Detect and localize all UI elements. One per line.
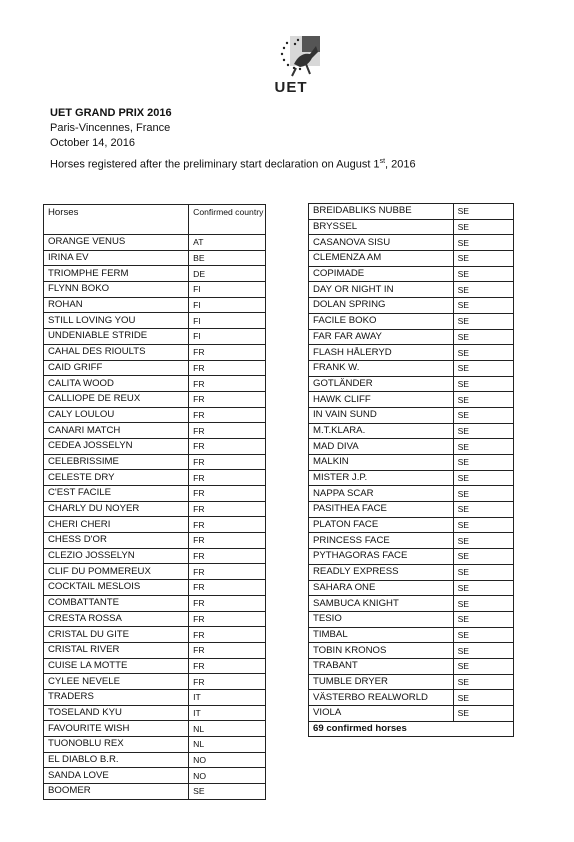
horse-country: SE: [453, 298, 513, 314]
horse-name: CELEBRISSIME: [44, 454, 189, 470]
table-row: [44, 407, 266, 423]
table-row: [309, 345, 514, 361]
horse-name: TUMBLE DRYER: [309, 674, 454, 690]
table-row: [44, 282, 266, 298]
table-row: [44, 517, 266, 533]
horse-name: CELESTE DRY: [44, 470, 189, 486]
table-row: [309, 204, 514, 220]
table-row: [44, 548, 266, 564]
table-row: [44, 235, 266, 251]
horse-name: TOBIN KRONOS: [309, 643, 454, 659]
horse-country: FR: [189, 674, 266, 690]
horse-name: BRYSSEL: [309, 219, 454, 235]
horse-country: FR: [189, 517, 266, 533]
horse-name: SAMBUCA KNIGHT: [309, 596, 454, 612]
table-row: [44, 250, 266, 266]
horse-name: CALY LOULOU: [44, 407, 189, 423]
table-row: [44, 768, 266, 784]
horse-country: FR: [189, 533, 266, 549]
table-row: [309, 549, 514, 565]
horse-name: TRADERS: [44, 689, 189, 705]
horses-table-left: [43, 204, 266, 800]
horse-name: MAD DIVA: [309, 439, 454, 455]
table-row: [309, 282, 514, 298]
horse-country: SE: [453, 517, 513, 533]
horse-name: FLYNN BOKO: [44, 282, 189, 298]
horse-name: CEDEA JOSSELYN: [44, 438, 189, 454]
table-row: [44, 533, 266, 549]
horse-name: SANDA LOVE: [44, 768, 189, 784]
horse-name: CRISTAL DU GITE: [44, 627, 189, 643]
horse-name: CALITA WOOD: [44, 376, 189, 392]
document-header: [50, 106, 172, 151]
table-row: [309, 235, 514, 251]
table-row: [44, 454, 266, 470]
horse-name: CHESS D'OR: [44, 533, 189, 549]
table-row: [44, 784, 266, 800]
horse-name: MISTER J.P.: [309, 470, 454, 486]
table-row: [309, 564, 514, 580]
horse-country: SE: [453, 219, 513, 235]
horse-country: SE: [453, 627, 513, 643]
horse-country: FI: [189, 329, 266, 345]
table-row: [44, 501, 266, 517]
horse-country: FR: [189, 642, 266, 658]
table-row: [44, 297, 266, 313]
horse-country: SE: [453, 486, 513, 502]
horse-name: CANARI MATCH: [44, 423, 189, 439]
table-row: [44, 313, 266, 329]
horse-country: SE: [453, 643, 513, 659]
horse-name: GOTLÄNDER: [309, 376, 454, 392]
header-confirmed-country: Confirmed country: [189, 205, 266, 235]
table-row: [44, 564, 266, 580]
table-row: [309, 627, 514, 643]
horse-name: CHARLY DU NOYER: [44, 501, 189, 517]
table-row: [309, 455, 514, 471]
horse-name: BOOMER: [44, 784, 189, 800]
table-row: [309, 407, 514, 423]
horse-country: FR: [189, 407, 266, 423]
header-horses: Horses: [44, 205, 189, 235]
horse-country: FR: [189, 627, 266, 643]
horse-country: SE: [453, 533, 513, 549]
horse-country: SE: [453, 329, 513, 345]
event-title: UET GRAND PRIX 2016: [50, 107, 172, 119]
table-row: [309, 517, 514, 533]
table-row: [309, 706, 514, 722]
horse-country: FR: [189, 501, 266, 517]
table-row: [44, 470, 266, 486]
document-subtitle: [50, 158, 416, 171]
table-row: [44, 580, 266, 596]
table-row: [309, 674, 514, 690]
horse-name: TIMBAL: [309, 627, 454, 643]
horse-country: SE: [453, 204, 513, 220]
table-row: [44, 721, 266, 737]
table-row: [309, 298, 514, 314]
table-row: [44, 360, 266, 376]
horse-name: CLEZIO JOSSELYN: [44, 548, 189, 564]
horse-country: SE: [453, 502, 513, 518]
horse-country: FR: [189, 658, 266, 674]
horse-country: SE: [453, 266, 513, 282]
table-row: [44, 423, 266, 439]
horse-name: ROHAN: [44, 297, 189, 313]
horse-country: SE: [453, 376, 513, 392]
table-row: [44, 658, 266, 674]
horse-name: STILL LOVING YOU: [44, 313, 189, 329]
horse-country: IT: [189, 689, 266, 705]
horse-name: CUISE LA MOTTE: [44, 658, 189, 674]
horse-name: COCKTAIL MESLOIS: [44, 580, 189, 596]
horse-country: SE: [453, 470, 513, 486]
subtitle-ordinal: st: [379, 158, 386, 165]
horse-name: TRABANT: [309, 658, 454, 674]
horse-country: SE: [453, 564, 513, 580]
table-row: [309, 251, 514, 267]
horse-country: SE: [453, 282, 513, 298]
horse-country: NO: [189, 768, 266, 784]
horse-name: FRANK W.: [309, 360, 454, 376]
horse-name: COPIMADE: [309, 266, 454, 282]
horse-country: FI: [189, 313, 266, 329]
table-row: [309, 533, 514, 549]
horse-name: DAY OR NIGHT IN: [309, 282, 454, 298]
horse-name: CHERI CHERI: [44, 517, 189, 533]
horse-name: CAHAL DES RIOULTS: [44, 344, 189, 360]
table-row: [44, 737, 266, 753]
horse-name: FLASH HÅLERYD: [309, 345, 454, 361]
horse-name: C'EST FACILE: [44, 486, 189, 502]
horse-country: SE: [453, 423, 513, 439]
table-row: [44, 376, 266, 392]
horse-country: FR: [189, 438, 266, 454]
table-row: [309, 502, 514, 518]
table-row: [44, 689, 266, 705]
table-row: [309, 392, 514, 408]
horse-name: ORANGE VENUS: [44, 235, 189, 251]
horse-country: SE: [453, 345, 513, 361]
horse-country: NL: [189, 737, 266, 753]
horse-country: SE: [453, 407, 513, 423]
table-row: [309, 580, 514, 596]
table-row: [309, 313, 514, 329]
table-row: [309, 611, 514, 627]
table-row: [309, 596, 514, 612]
horse-name: HAWK CLIFF: [309, 392, 454, 408]
table-row: [309, 690, 514, 706]
horse-name: MALKIN: [309, 455, 454, 471]
horse-name: PRINCESS FACE: [309, 533, 454, 549]
table-row: [309, 470, 514, 486]
horse-country: FR: [189, 344, 266, 360]
horse-country: SE: [453, 360, 513, 376]
table-row: [309, 329, 514, 345]
table-row: [309, 360, 514, 376]
table-row: [309, 266, 514, 282]
horse-country: FR: [189, 470, 266, 486]
horse-name: CLIF DU POMMEREUX: [44, 564, 189, 580]
horse-name: PASITHEA FACE: [309, 502, 454, 518]
horse-country: SE: [453, 611, 513, 627]
horse-name: TUONOBLU REX: [44, 737, 189, 753]
horse-name: M.T.KLARA.: [309, 423, 454, 439]
horse-country: NO: [189, 752, 266, 768]
horse-name: TRIOMPHE FERM: [44, 266, 189, 282]
horse-country: SE: [453, 690, 513, 706]
table-row: [44, 642, 266, 658]
event-location: Paris-Vincennes, France: [50, 122, 171, 134]
horse-name: UNDENIABLE STRIDE: [44, 329, 189, 345]
table-row: [44, 391, 266, 407]
horse-country: FR: [189, 580, 266, 596]
horse-name: TOSELAND KYU: [44, 705, 189, 721]
horses-table-right: [308, 203, 514, 737]
table-row: [309, 486, 514, 502]
horse-country: FI: [189, 297, 266, 313]
horse-country: SE: [453, 674, 513, 690]
horse-name: CLEMENZA AM: [309, 251, 454, 267]
horse-name: CYLEE NEVELE: [44, 674, 189, 690]
horse-name: READLY EXPRESS: [309, 564, 454, 580]
horse-name: FACILE BOKO: [309, 313, 454, 329]
horse-country: BE: [189, 250, 266, 266]
horse-name: FAVOURITE WISH: [44, 721, 189, 737]
table-row: [44, 674, 266, 690]
horse-country: FR: [189, 595, 266, 611]
horse-country: SE: [189, 784, 266, 800]
horse-name: PYTHAGORAS FACE: [309, 549, 454, 565]
horse-country: SE: [453, 580, 513, 596]
horse-name: VIOLA: [309, 706, 454, 722]
table-row: [44, 486, 266, 502]
horse-name: CRESTA ROSSA: [44, 611, 189, 627]
table-row: [44, 752, 266, 768]
table-header-row: [44, 205, 266, 235]
horse-country: FR: [189, 454, 266, 470]
horse-name: IRINA EV: [44, 250, 189, 266]
horse-name: CRISTAL RIVER: [44, 642, 189, 658]
horse-name: IN VAIN SUND: [309, 407, 454, 423]
subtitle-text: Horses registered after the preliminary start declaration on August 1: [50, 158, 380, 171]
uet-logo-icon: [272, 34, 332, 82]
horse-country: NL: [189, 721, 266, 737]
horse-name: EL DIABLO B.R.: [44, 752, 189, 768]
horse-country: FR: [189, 423, 266, 439]
table-row: [44, 266, 266, 282]
table-row: [44, 438, 266, 454]
horse-country: SE: [453, 658, 513, 674]
table-row: [44, 627, 266, 643]
horse-country: FR: [189, 611, 266, 627]
horse-country: SE: [453, 251, 513, 267]
table-row: [44, 329, 266, 345]
table-row: [309, 658, 514, 674]
horse-country: FI: [189, 282, 266, 298]
horse-country: SE: [453, 392, 513, 408]
horse-country: SE: [453, 313, 513, 329]
horse-country: AT: [189, 235, 266, 251]
table-row: [44, 344, 266, 360]
subtitle-year: , 2016: [385, 158, 416, 171]
horse-country: FR: [189, 360, 266, 376]
table-row: [44, 595, 266, 611]
horse-country: SE: [453, 455, 513, 471]
table-row: [309, 423, 514, 439]
horse-name: DOLAN SPRING: [309, 298, 454, 314]
horse-country: FR: [189, 376, 266, 392]
table-row: [44, 611, 266, 627]
horse-name: CAID GRIFF: [44, 360, 189, 376]
horse-country: SE: [453, 439, 513, 455]
horse-name: PLATON FACE: [309, 517, 454, 533]
horse-name: CALLIOPE DE REUX: [44, 391, 189, 407]
horse-name: BREIDABLIKS NUBBE: [309, 204, 454, 220]
table-row: [44, 705, 266, 721]
table-row: [309, 439, 514, 455]
horse-name: FAR FAR AWAY: [309, 329, 454, 345]
horse-country: FR: [189, 564, 266, 580]
table-row: [309, 376, 514, 392]
horse-name: NAPPA SCAR: [309, 486, 454, 502]
horse-country: SE: [453, 235, 513, 251]
horse-country: DE: [189, 266, 266, 282]
horse-country: IT: [189, 705, 266, 721]
total-row: [309, 721, 514, 737]
horse-name: COMBATTANTE: [44, 595, 189, 611]
horse-country: FR: [189, 391, 266, 407]
horse-country: SE: [453, 549, 513, 565]
horse-name: CASANOVA SISU: [309, 235, 454, 251]
logo-text: UET: [274, 79, 308, 96]
horse-country: FR: [189, 548, 266, 564]
horse-name: VÄSTERBO REALWORLD: [309, 690, 454, 706]
confirmed-total: 69 confirmed horses: [309, 721, 514, 737]
table-row: [309, 643, 514, 659]
table-row: [309, 219, 514, 235]
horse-name: SAHARA ONE: [309, 580, 454, 596]
horse-country: FR: [189, 486, 266, 502]
horse-name: TESIO: [309, 611, 454, 627]
event-date: October 14, 2016: [50, 137, 136, 149]
horse-country: SE: [453, 596, 513, 612]
horse-country: SE: [453, 706, 513, 722]
